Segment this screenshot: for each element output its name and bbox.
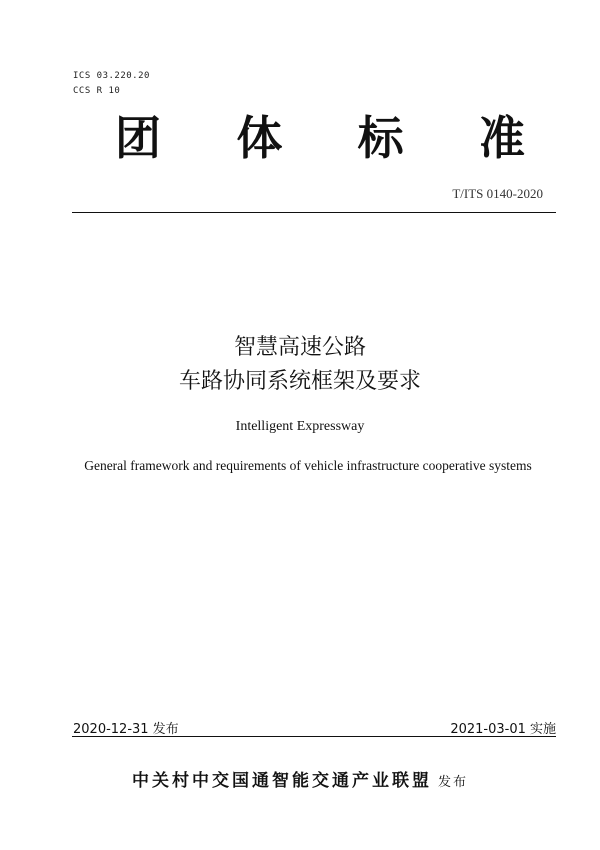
implement-date: 2021-03-01 实施 — [450, 722, 556, 737]
title-char-2: 体 — [236, 111, 283, 165]
ccs-code: CCS R 10 — [73, 86, 121, 96]
top-divider — [72, 212, 556, 213]
publisher — [0, 766, 600, 791]
title-char-3: 标 — [357, 111, 404, 165]
bottom-divider — [72, 736, 556, 737]
english-title-line-2: General framework and requirements of vehicle infrastructure cooperative systems — [84, 458, 532, 473]
document-type-title — [110, 110, 530, 166]
title-char-1: 团 — [115, 111, 161, 165]
standard-number: T/ITS 0140-2020 — [452, 186, 543, 201]
english-title-line-1: Intelligent Expressway — [235, 419, 365, 434]
publisher-suffix: 发布 — [437, 775, 468, 790]
publish-date: 2020-12-31 发布 — [73, 722, 179, 737]
title-char-4: 准 — [478, 111, 525, 165]
chinese-title-line-2: 车路协同系统框架及要求 — [178, 369, 421, 394]
chinese-title-line-1: 智慧高速公路 — [233, 335, 366, 360]
publisher-name: 中关村中交国通智能交通产业联盟 — [131, 771, 432, 791]
ics-code: ICS 03.220.20 — [73, 71, 150, 81]
